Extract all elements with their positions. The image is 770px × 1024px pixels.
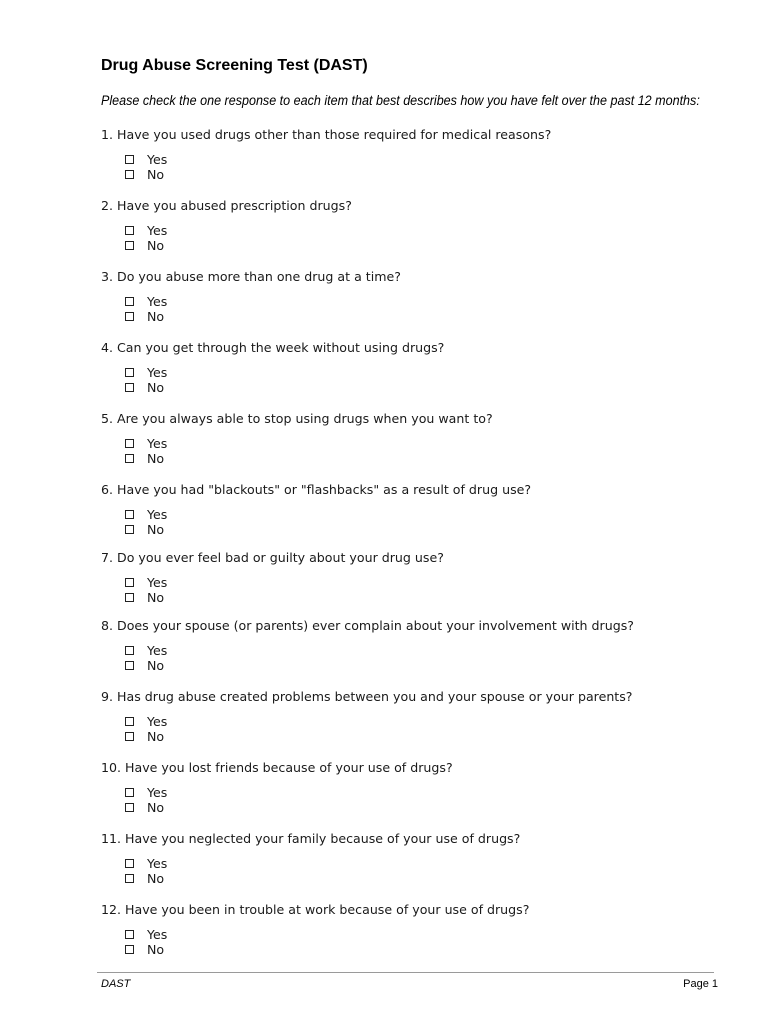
option-label: No <box>147 309 165 324</box>
option-label: No <box>147 942 165 957</box>
option-yes-6[interactable] <box>125 507 167 522</box>
option-yes-9[interactable] <box>125 714 167 729</box>
option-label: Yes <box>147 575 168 590</box>
option-no-5[interactable] <box>125 451 164 466</box>
checkbox-icon[interactable] <box>125 930 134 939</box>
option-yes-5[interactable] <box>125 436 167 451</box>
question-text: 9. Has drug abuse created problems between you and your spouse or your parents? <box>101 689 633 704</box>
checkbox-icon[interactable] <box>125 368 134 377</box>
question-1 <box>101 127 741 182</box>
question-6 <box>101 482 741 537</box>
option-label: Yes <box>147 927 168 942</box>
checkbox-icon[interactable] <box>125 297 134 306</box>
checkbox-icon[interactable] <box>125 454 134 463</box>
checkbox-icon[interactable] <box>125 510 134 519</box>
option-label: No <box>147 729 165 744</box>
checkbox-icon[interactable] <box>125 661 134 670</box>
option-yes-1[interactable] <box>125 152 167 167</box>
option-no-4[interactable] <box>125 380 164 395</box>
option-label: Yes <box>147 507 168 522</box>
checkbox-icon[interactable] <box>125 439 134 448</box>
option-yes-3[interactable] <box>125 294 167 309</box>
option-no-2[interactable] <box>125 238 164 253</box>
question-text: 11. Have you neglected your family because of your use of drugs? <box>101 831 521 846</box>
question-9 <box>101 689 741 744</box>
option-no-10[interactable] <box>125 800 164 815</box>
option-label: Yes <box>147 856 168 871</box>
question-text: 2. Have you abused prescription drugs? <box>101 198 352 213</box>
page-title: Drug Abuse Screening Test (DAST) <box>101 57 368 74</box>
option-no-9[interactable] <box>125 729 164 744</box>
option-yes-10[interactable] <box>125 785 167 800</box>
checkbox-icon[interactable] <box>125 646 134 655</box>
option-label: Yes <box>147 152 168 167</box>
question-text: 7. Do you ever feel bad or guilty about your drug use? <box>101 550 444 565</box>
checkbox-icon[interactable] <box>125 241 134 250</box>
question-text: 4. Can you get through the week without using drugs? <box>101 340 445 355</box>
question-7 <box>101 550 741 605</box>
option-label: Yes <box>147 785 168 800</box>
option-label: No <box>147 871 165 886</box>
option-no-3[interactable] <box>125 309 164 324</box>
option-yes-2[interactable] <box>125 223 167 238</box>
question-text: 12. Have you been in trouble at work because of your use of drugs? <box>101 902 530 917</box>
option-label: No <box>147 380 165 395</box>
checkbox-icon[interactable] <box>125 578 134 587</box>
option-no-12[interactable] <box>125 942 164 957</box>
instructions: Please check the one response to each item that best describes how you have felt over the past 12 months: <box>101 93 700 108</box>
option-label: Yes <box>147 294 168 309</box>
question-text: 10. Have you lost friends because of your use of drugs? <box>101 760 453 775</box>
option-label: Yes <box>147 365 168 380</box>
checkbox-icon[interactable] <box>125 717 134 726</box>
question-text: 8. Does your spouse (or parents) ever complain about your involvement with drugs? <box>101 618 634 633</box>
question-2 <box>101 198 741 253</box>
checkbox-icon[interactable] <box>125 593 134 602</box>
footer-label: DAST <box>101 978 131 990</box>
option-label: Yes <box>147 714 168 729</box>
option-label: No <box>147 658 165 673</box>
option-label: Yes <box>147 643 168 658</box>
checkbox-icon[interactable] <box>125 525 134 534</box>
checkbox-icon[interactable] <box>125 874 134 883</box>
option-label: No <box>147 451 165 466</box>
option-label: No <box>147 238 165 253</box>
question-11 <box>101 831 741 886</box>
option-label: No <box>147 167 165 182</box>
option-no-7[interactable] <box>125 590 164 605</box>
question-5 <box>101 411 741 466</box>
option-yes-7[interactable] <box>125 575 167 590</box>
checkbox-icon[interactable] <box>125 859 134 868</box>
checkbox-icon[interactable] <box>125 155 134 164</box>
checkbox-icon[interactable] <box>125 170 134 179</box>
option-label: No <box>147 590 165 605</box>
checkbox-icon[interactable] <box>125 732 134 741</box>
option-label: Yes <box>147 223 168 238</box>
question-8 <box>101 618 741 673</box>
page-number: Page 1 <box>683 978 718 990</box>
question-text: 1. Have you used drugs other than those required for medical reasons? <box>101 127 552 142</box>
option-label: Yes <box>147 436 168 451</box>
checkbox-icon[interactable] <box>125 312 134 321</box>
footer-divider <box>97 972 714 973</box>
option-no-11[interactable] <box>125 871 164 886</box>
option-label: No <box>147 800 165 815</box>
question-text: 3. Do you abuse more than one drug at a time? <box>101 269 401 284</box>
option-label: No <box>147 522 165 537</box>
checkbox-icon[interactable] <box>125 945 134 954</box>
option-yes-8[interactable] <box>125 643 167 658</box>
question-12 <box>101 902 741 957</box>
checkbox-icon[interactable] <box>125 383 134 392</box>
option-no-1[interactable] <box>125 167 164 182</box>
option-no-8[interactable] <box>125 658 164 673</box>
question-10 <box>101 760 741 815</box>
checkbox-icon[interactable] <box>125 788 134 797</box>
checkbox-icon[interactable] <box>125 803 134 812</box>
option-yes-4[interactable] <box>125 365 167 380</box>
checkbox-icon[interactable] <box>125 226 134 235</box>
question-3 <box>101 269 741 324</box>
question-text: 5. Are you always able to stop using drugs when you want to? <box>101 411 493 426</box>
question-4 <box>101 340 741 395</box>
option-no-6[interactable] <box>125 522 164 537</box>
question-text: 6. Have you had "blackouts" or "flashbacks" as a result of drug use? <box>101 482 532 497</box>
option-yes-11[interactable] <box>125 856 167 871</box>
option-yes-12[interactable] <box>125 927 167 942</box>
